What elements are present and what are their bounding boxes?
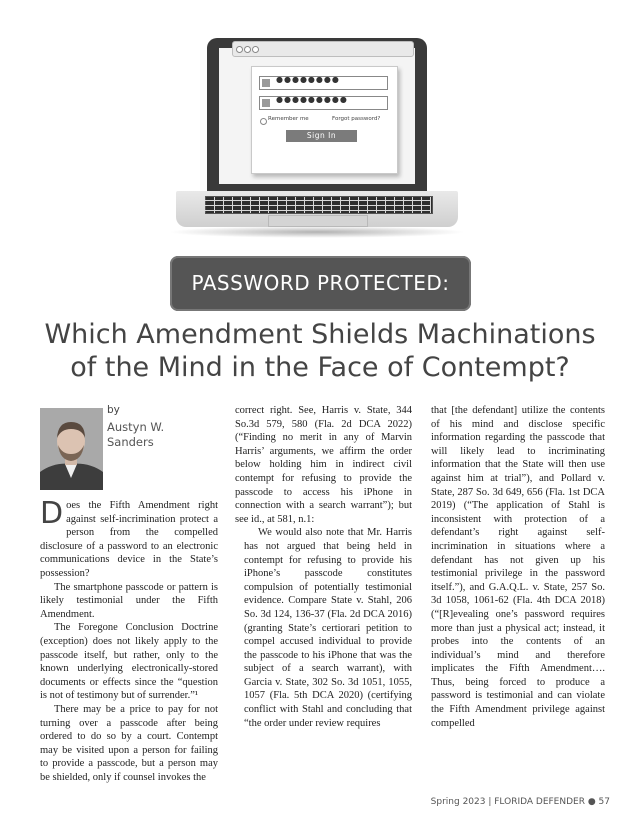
author-name-line: Sanders: [107, 435, 154, 449]
remember-label: Remember me: [268, 116, 309, 122]
keyboard-rows: [205, 196, 431, 212]
signin-button: Sign In: [286, 130, 357, 142]
browser-bar: [232, 41, 414, 57]
author-photo: [40, 408, 103, 490]
paragraph: correct right. See, Harris v. State, 344 So.3d 579, 580 (Fla. 2d DCA 2022) (“Finding no merit in any of Marvin Harris’ arguments, we affirm the order below holding him in indirect civil contempt for refusing to provide the passcode to access his iPhone in connection with a search warrant”); but see id., at 581, n.1:: [235, 405, 412, 525]
paragraph-text: oes the Fifth Amendment right against self-incrimination protect a person from the compelled disclosure of a password to an electronic communications device in the State’s possession?: [40, 500, 218, 579]
touchpad: [268, 215, 368, 227]
forgot-password-link: Forgot password?: [332, 116, 381, 122]
paragraph: that [the defendant] utilize the contents of his mind and disclose specific information regarding the passcode that will likely lead to incriminating information that the State will then use against him at trial”), and Pollard v. State, 287 So. 3d 649, 656 (Fla. 1st DCA 2019) (“The application of Stahl is inconsistent with protection of a defendant’s right against self-incrimination in situations where a defendant has not given up his testimonial privilege in the password itself.”), and G.A.Q.L. v. State, 257 So. 3d 1058, 1061-62 (Fla. 4th DCA 2018) (“[R]evealing one’s password requires more than just a physical act; instead, it probes into the contents of an individual’s mind and therefore implicates the Fifth Amendment…. Thus, being forced to produce a password is testimonial and can violate the Fifth Amendment privilege against compelled: [431, 405, 605, 729]
browser-dot-icon: [244, 46, 251, 53]
author-name: [107, 420, 207, 450]
username-field: [259, 76, 388, 90]
browser-dot-icon: [252, 46, 259, 53]
browser-dot-icon: [236, 46, 243, 53]
headline-line: Which Amendment Shields Machinations: [44, 319, 596, 350]
password-mask: ●●●●●●●●: [276, 75, 340, 84]
paragraph: There may be a price to pay for not turning over a passcode after being ordered to do so by a court. Contempt may be visited upon a person for failing to provide a passcode, but a person may be shielded, only if counsel invokes the: [40, 703, 218, 783]
article-column-1: [40, 496, 218, 784]
article-column-2: [235, 404, 412, 730]
headline: [20, 318, 620, 384]
user-icon: [262, 79, 270, 87]
remember-checkbox: [260, 118, 267, 125]
drop-cap: D: [40, 496, 64, 531]
paragraph: The Foregone Conclusion Doctrine (exception) does not likely apply to the passcode itself, but rather, only to the known underlying electronically-stored documents or effects since the “question is not of testimony but of surrender.”¹: [40, 622, 218, 702]
author-portrait-icon: [40, 408, 103, 490]
laptop-shadow: [168, 226, 466, 238]
article-column-3: [431, 404, 605, 730]
banner-title: PASSWORD PROTECTED:: [191, 271, 450, 295]
block-quote: We would also note that Mr. Harris has not argued that being held in contempt for refusing to provide his iPhone’s passcode constitutes compulsion of potentially testimonial evidence. Compare State v. Stahl, 206 So. 3d 124, 136-37 (Fla. 2d DCA 2016) (granting State’s certiorari petition to compel accused individual to provide the passcode to his iPhone that was the subject of a search warrant), with Garcia v. State, 302 So. 3d 1051, 1055, 1057 (Fla. 5th DCA 2020) (certifying conflict with Stahl and concluding that “the order under review requires: [244, 527, 412, 729]
paragraph: [40, 496, 218, 581]
password-field: [259, 96, 388, 110]
password-mask: ●●●●●●●●●: [276, 95, 348, 104]
byline-label: by: [107, 404, 120, 416]
paragraph: The smartphone passcode or pattern is likely testimonial under the Fifth Amendment.: [40, 581, 218, 620]
lock-icon: [262, 99, 270, 107]
author-name-line: Austyn W.: [107, 420, 165, 434]
headline-line: of the Mind in the Face of Contempt?: [70, 352, 570, 383]
page-footer: Spring 2023 | FLORIDA DEFENDER ● 57: [430, 797, 610, 807]
